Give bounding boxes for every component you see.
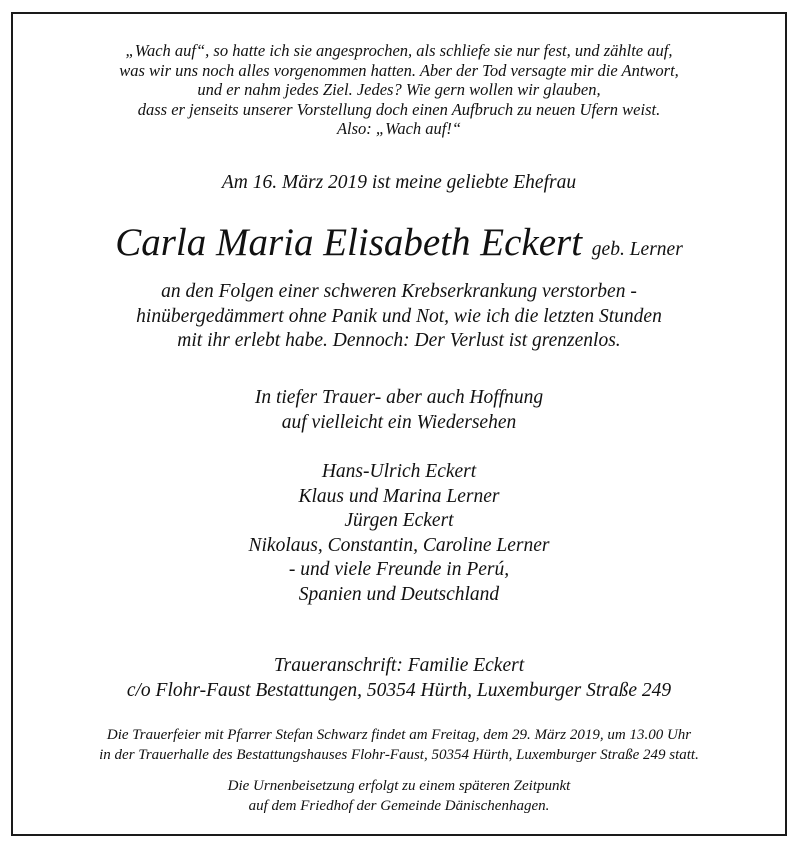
address-line: c/o Flohr-Faust Bestattungen, 50354 Hürth, Luxemburger Straße 249 — [126, 679, 672, 701]
burial-line: auf dem Friedhof der Gemeinde Dänischenhagen. — [248, 797, 550, 814]
address-line: Traueranschrift: Familie Eckert — [273, 655, 525, 676]
quote-line: dass er jenseits unserer Vorstellung doch einen Aufbruch zu neuen Ufern weist. — [137, 99, 661, 119]
quote-line: Also: „Wach auf!“ — [336, 119, 462, 138]
burial-line: Die Urnenbeisetzung erfolgt zu einem späteren Zeitpunkt — [227, 778, 571, 794]
obituary-frame — [11, 12, 787, 836]
cause-of-death-text — [13, 280, 785, 354]
opening-quote — [13, 41, 785, 139]
deceased-name-row — [13, 219, 785, 274]
quote-line: was wir uns noch alles vorgenommen hatten. Aber der Tod versagte mir die Antwort, — [119, 60, 679, 80]
mourner-name: Jürgen Eckert — [344, 510, 454, 531]
quote-line: „Wach auf“, so hatte ich sie angesprochen, als schliefe sie nur fest, und zählte auf, — [125, 41, 673, 60]
cause-line: an den Folgen einer schweren Krebserkrankung verstorben - — [161, 281, 637, 302]
mourner-name: Klaus und Marina Lerner — [298, 485, 500, 507]
mourner-name: - und viele Freunde in Perú, — [288, 559, 510, 580]
mourning-statement — [13, 386, 785, 435]
mourning-address — [13, 654, 785, 703]
service-line: in der Trauerhalle des Bestattungshauses Flohr-Faust, 50354 Hürth, Luxemburger Straße 249 statt. — [99, 746, 699, 763]
mourner-name: Spanien und Deutschland — [298, 583, 500, 605]
quote-line: und er nahm jedes Ziel. Jedes? Wie gern wollen wir glauben, — [197, 80, 601, 99]
mourning-line: In tiefer Trauer- aber auch Hoffnung — [254, 387, 544, 408]
death-date-intro — [13, 171, 785, 195]
mourners-list — [13, 460, 785, 607]
service-line: Die Trauerfeier mit Pfarrer Stefan Schwarz findet am Freitag, dem 29. März 2019, um 13.00 Uhr — [106, 727, 692, 743]
cause-line: hinübergedämmert ohne Panik und Not, wie ich die letzten Stunden — [136, 305, 662, 327]
mourning-line: auf vielleicht ein Wiedersehen — [281, 411, 517, 433]
mourner-name: Hans-Ulrich Eckert — [321, 461, 477, 482]
deceased-name: Carla Maria Elisabeth Eckert — [115, 221, 583, 264]
birth-name: geb. Lerner — [591, 239, 683, 260]
intro-line: Am 16. März 2019 ist meine geliebte Ehefrau — [221, 172, 577, 193]
cause-line: mit ihr erlebt habe. Dennoch: Der Verlust ist grenzenlos. — [177, 330, 621, 351]
mourner-name: Nikolaus, Constantin, Caroline Lerner — [248, 534, 550, 556]
urn-burial-info — [13, 777, 785, 816]
funeral-service-info — [13, 726, 785, 765]
